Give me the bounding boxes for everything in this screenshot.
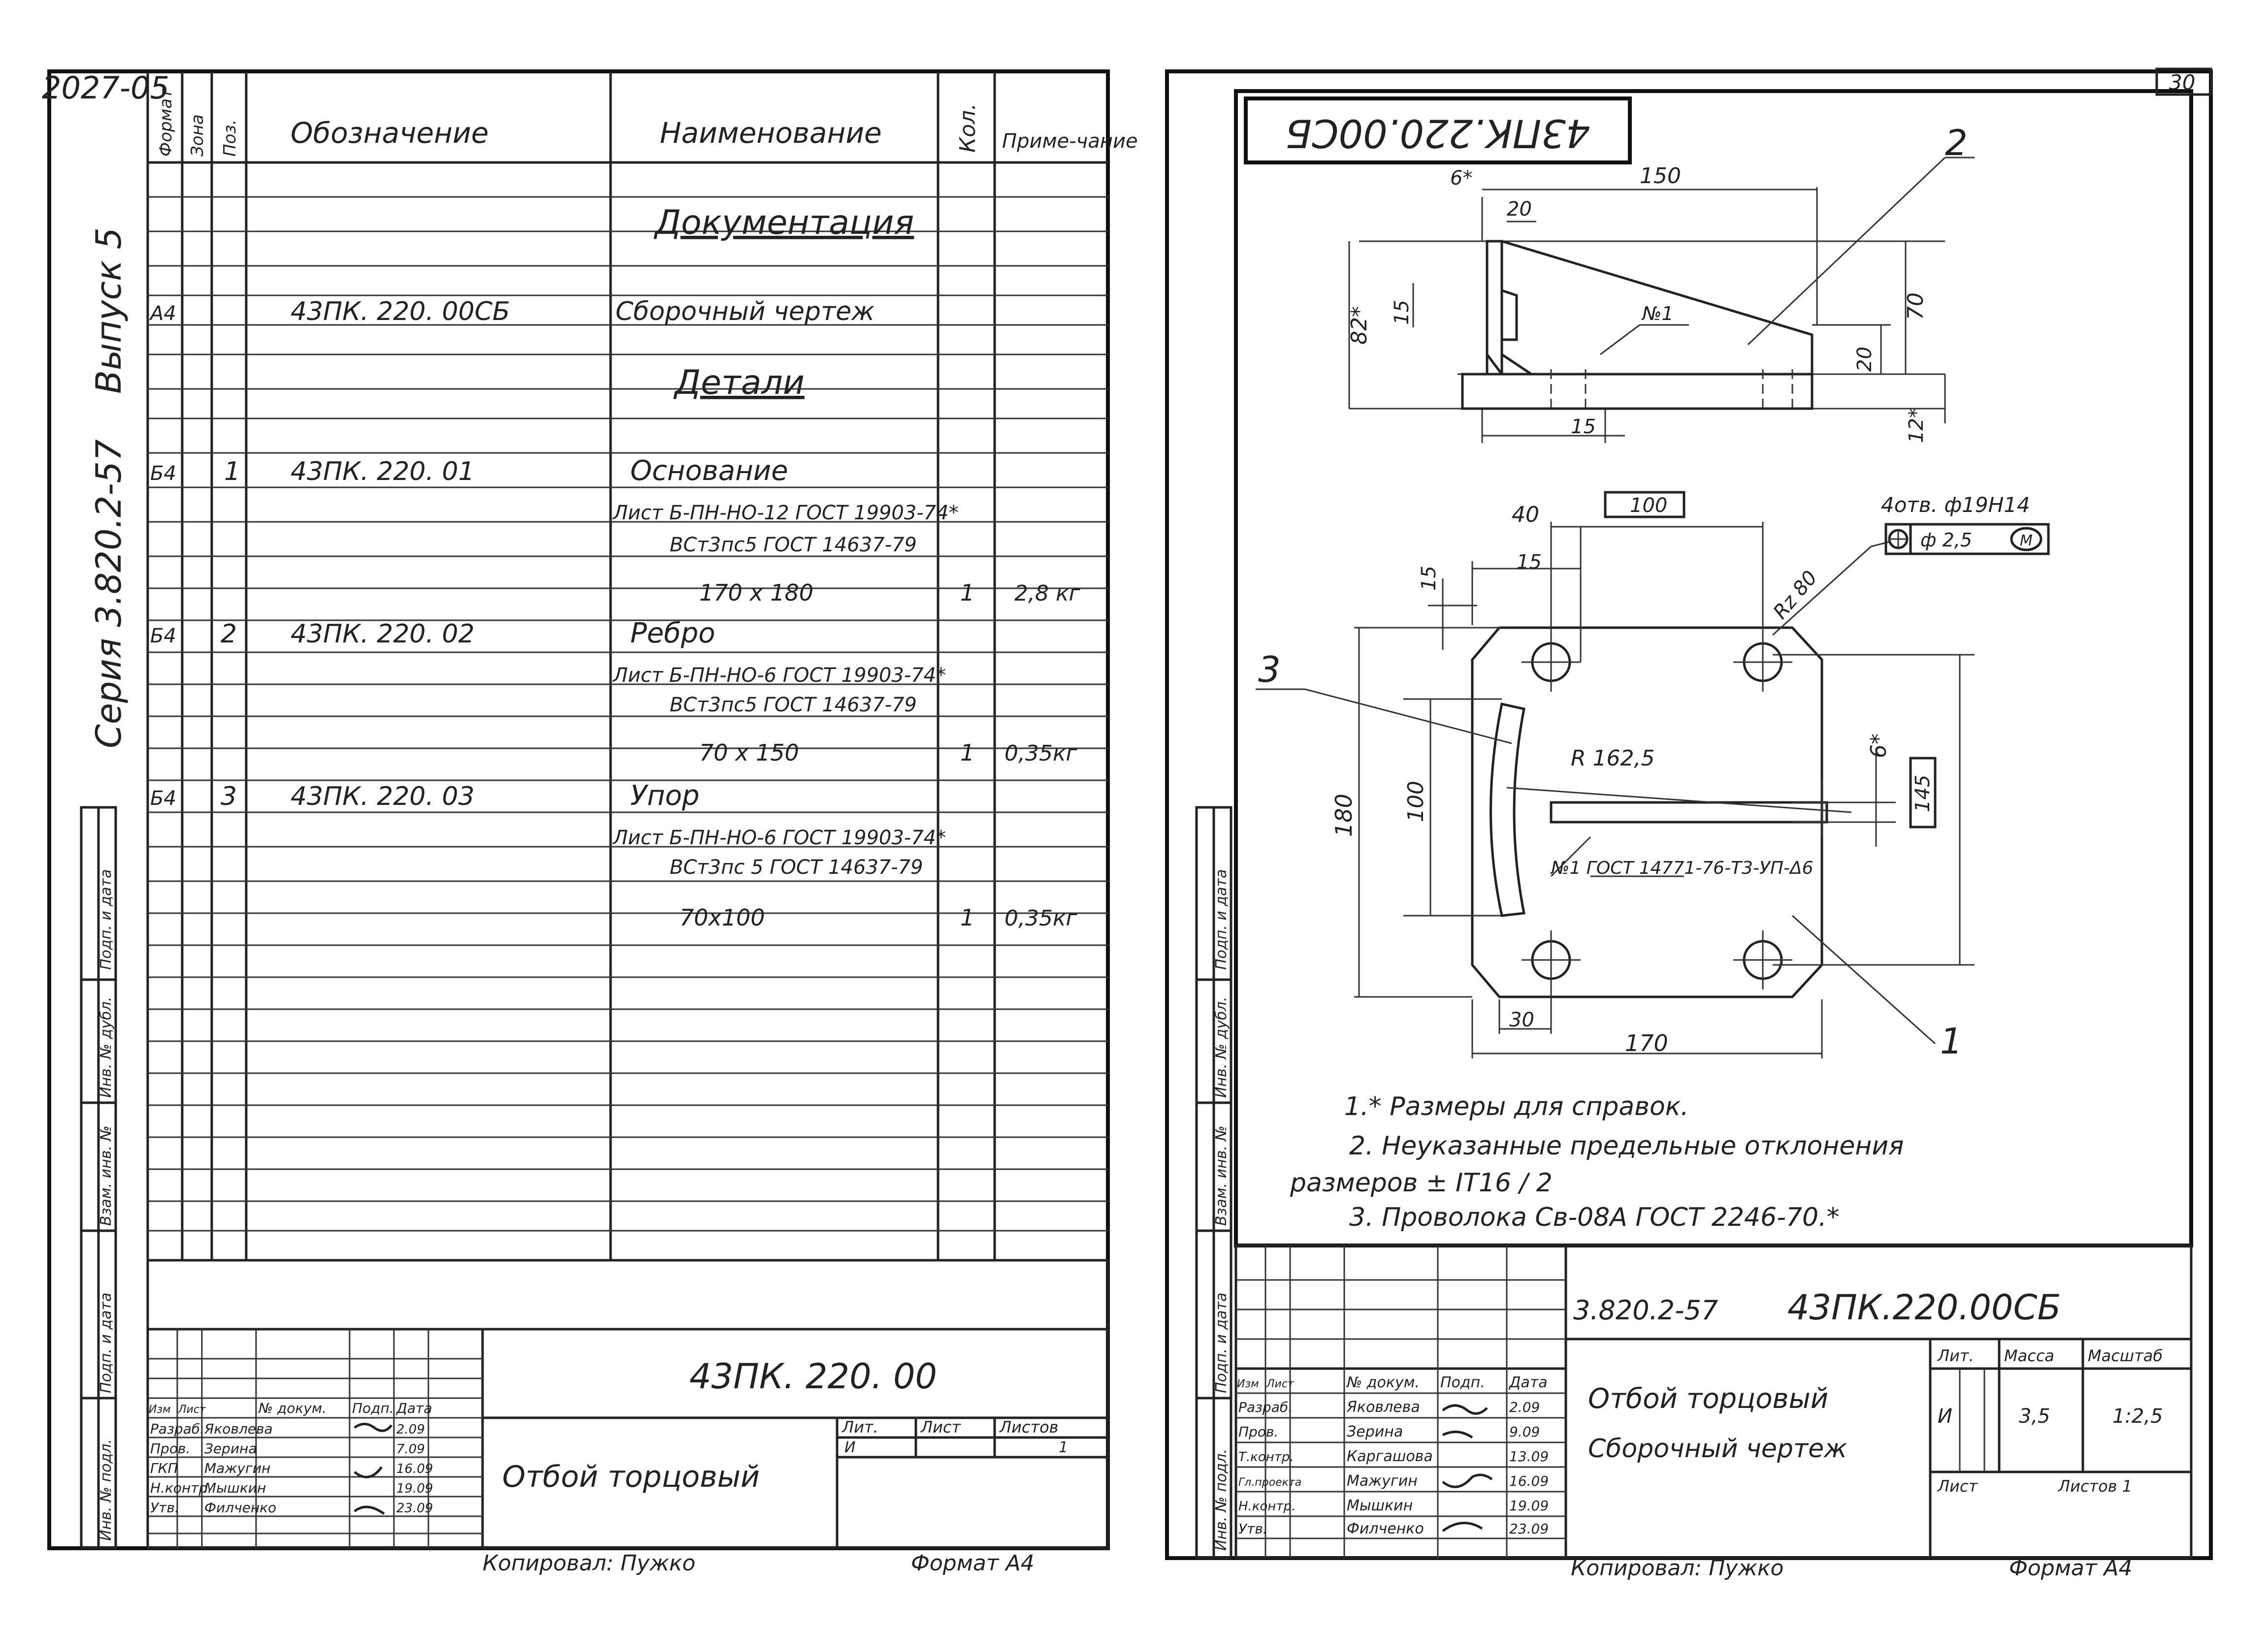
dim-20: 20 [1507, 198, 1532, 221]
sheet-number: 30 [2169, 70, 2196, 95]
row-qty: 1 [960, 579, 975, 606]
dim-15b: 15 [1517, 551, 1542, 574]
tb-role: Н.контр. [1238, 1499, 1296, 1514]
hdr-designation: Обозначение [291, 116, 489, 150]
tb-col-izm: Изм [149, 1404, 171, 1416]
section-documentation: Документация [655, 203, 914, 242]
row-material-grade: ВСт3пс5 ГОСТ 14637-79 [670, 694, 917, 716]
tb-listov-value: 1 [1059, 1439, 1069, 1456]
hdr-zona: Зона [188, 114, 207, 157]
rib-edge [1487, 241, 1502, 374]
stamp-vzam-inv: Взам. инв. № [1213, 1125, 1230, 1226]
tb-role: Т.контр. [1238, 1450, 1294, 1465]
tb-col-doc: № докум. [259, 1400, 327, 1416]
tb-title-2: Сборочный чертеж [1588, 1434, 1847, 1464]
row-designation: 43ПК. 220. 02 [291, 619, 475, 649]
tb-role: Пров. [150, 1440, 191, 1457]
stamp-inv-dubl: Инв. № дубл. [97, 996, 115, 1098]
tb-name: Зерина [204, 1440, 257, 1457]
stop-section [1502, 290, 1517, 340]
tb-name: Каргашова [1347, 1448, 1433, 1465]
tb-col-list: Лист [1266, 1378, 1294, 1390]
tb-date: 16.09 [396, 1462, 433, 1476]
tb-list-label: Лист [921, 1418, 961, 1436]
tb-col-data: Дата [1509, 1374, 1548, 1391]
row-size: 70 х 150 [699, 739, 799, 766]
tb-col-data: Дата [396, 1400, 432, 1416]
row-format: Б4 [150, 787, 176, 810]
dim-15: 15 [1391, 300, 1413, 325]
row-designation: 43ПК. 220. 03 [291, 782, 475, 811]
dim-180: 180 [1330, 794, 1357, 837]
row-note: 0,35кг [1004, 741, 1077, 766]
dim-20b: 20 [1853, 347, 1876, 372]
tb-date: 23.09 [1509, 1521, 1549, 1537]
row-note: 2,8 кг [1014, 581, 1080, 606]
tb-date: 19.09 [1509, 1498, 1549, 1514]
tb-col-doc: № докум. [1347, 1374, 1420, 1391]
dim-6: 6* [1450, 167, 1473, 190]
leader-1: 1 [1940, 1021, 1963, 1062]
note-2: 2. Неуказанные предельные отклонения [1349, 1131, 1904, 1161]
tb-copied: Копировал: Пужко [483, 1551, 696, 1576]
tb-role: Разраб. [150, 1421, 205, 1437]
tb-role: Пров. [1238, 1424, 1279, 1440]
tb-date: 9.09 [1509, 1424, 1540, 1440]
tb-listov-label: Листов [1000, 1418, 1059, 1436]
dim-145: 145 [1912, 774, 1934, 812]
weld-callout: №1 ГОСТ 14771-76-Т3-УП-Δ6 [1551, 858, 1814, 878]
dim-70: 70 [1903, 292, 1928, 320]
row-size: 70х100 [680, 904, 765, 931]
signatures [1443, 1405, 1492, 1531]
row-poz: 3 [221, 782, 237, 811]
tb-name: Мышкин [1347, 1497, 1413, 1514]
tb-role: Н.контр. [150, 1480, 212, 1496]
row-format: А4 [150, 302, 176, 325]
seria-label: Серия 3.820.2-57 [89, 439, 129, 748]
tb-col-podp: Подп. [1440, 1374, 1485, 1391]
row-poz: 2 [221, 619, 237, 649]
note-3: 3. Проволока Св-08А ГОСТ 2246-70.* [1349, 1203, 1840, 1232]
tb-name: Яковлева [1347, 1399, 1420, 1416]
tb-date: 23.09 [396, 1501, 433, 1516]
tb-mass-header: Масса [2004, 1346, 2055, 1365]
tb-format: Формат А4 [911, 1551, 1035, 1576]
tb-lit-header: Лит. [1938, 1346, 1974, 1365]
rib-plan [1551, 802, 1827, 822]
spec-frame [49, 71, 1108, 1548]
dim-15a: 15 [1418, 566, 1440, 591]
hdr-qty: Кол. [955, 103, 980, 153]
dim-rz80: Rz 80 [1769, 566, 1822, 624]
tb-col-podp: Подп. [352, 1400, 394, 1416]
tb-date: 19.09 [396, 1481, 433, 1496]
tb-date: 2.09 [1509, 1399, 1540, 1415]
base-plate [1462, 374, 1812, 409]
tb-format: Формат А4 [2009, 1556, 2133, 1581]
dim-170: 170 [1625, 1030, 1668, 1056]
tb-lit-label: Лит. [842, 1418, 878, 1436]
tb-title-1: Отбой торцовый [1588, 1383, 1829, 1415]
tb-lit-value: И [844, 1439, 856, 1456]
row-qty: 1 [960, 739, 975, 766]
tb-name: Яковлева [204, 1421, 273, 1437]
dim-r162: R 162,5 [1571, 746, 1655, 771]
drawing-frame [1167, 71, 2211, 1558]
tb-col-list: Лист [178, 1404, 206, 1416]
stamp-vzam-inv: Взам. инв. № [97, 1125, 115, 1226]
stop-arc [1491, 704, 1524, 916]
tb-col-izm: Изм [1237, 1378, 1259, 1390]
vypusk-label: Выпуск 5 [89, 227, 129, 394]
leader-3: 3 [1258, 649, 1281, 690]
dim-150: 150 [1640, 163, 1681, 189]
stamp-podp-data-2: Подп. и дата [1213, 1292, 1230, 1393]
holes-label: 4отв. ф19Н14 [1881, 493, 2030, 517]
tolerance-m: М [2020, 532, 2033, 549]
top-view [1349, 158, 1975, 443]
row-designation: 43ПК. 220. 01 [291, 457, 475, 486]
tb-role: Гл.проекта [1238, 1476, 1302, 1489]
tb-date: 13.09 [1509, 1448, 1549, 1465]
note-2b: размеров ± IT16 / 2 [1290, 1168, 1553, 1198]
tb-series: 3.820.2-57 [1573, 1295, 1718, 1326]
row-size: 170 х 180 [699, 579, 814, 606]
hdr-name: Наименование [660, 116, 882, 150]
tb-role: Утв. [1238, 1521, 1267, 1537]
tb-mass-value: 3,5 [2019, 1405, 2050, 1428]
dim-6-plan: 6* [1866, 734, 1891, 758]
spec-sheet [42, 70, 1138, 1576]
row-material: Лист Б-ПН-НО-12 ГОСТ 19903-74* [613, 502, 959, 524]
plan-dims [1256, 522, 1975, 1058]
tolerance-value: ф 2,5 [1920, 529, 1973, 551]
row-name: Упор [630, 780, 700, 812]
row-designation: 43ПК. 220. 00СБ [291, 297, 510, 326]
note-1: 1.* Размеры для справок. [1344, 1092, 1689, 1121]
row-poz: 1 [224, 457, 241, 486]
drawing-field [1236, 91, 2191, 1245]
row-name: Основание [630, 455, 788, 487]
tb-date: 7.09 [396, 1442, 425, 1457]
weld-n1: №1 [1642, 303, 1674, 324]
hdr-format: Формат [156, 89, 176, 157]
tb-name: Мажугин [204, 1460, 271, 1476]
tb-list-label: Лист [1938, 1477, 1978, 1496]
stamp-inv-dubl: Инв. № дубл. [1213, 996, 1230, 1098]
tb-name: Мажугин [1347, 1472, 1418, 1490]
tb-designation: 43ПК.220.00СБ [1787, 1287, 2061, 1328]
tb-designation: 43ПК. 220. 00 [689, 1356, 938, 1397]
row-qty: 1 [960, 904, 975, 931]
tb-date: 2.09 [396, 1422, 425, 1437]
tb-copied: Копировал: Пужко [1571, 1556, 1784, 1581]
hdr-note: Приме-чание [1002, 130, 1138, 153]
spec-row-lines [148, 197, 1108, 1231]
stamp-podp-data: Подп. и дата [97, 869, 115, 970]
row-note: 0,35кг [1004, 906, 1077, 931]
dim-82: 82* [1347, 306, 1372, 345]
stamp-inv-podl: Инв. № подл. [97, 1439, 115, 1541]
row-material-grade: ВСт3пс5 ГОСТ 14637-79 [670, 534, 917, 556]
hdr-poz: Поз. [220, 119, 240, 157]
row-format: Б4 [150, 625, 176, 647]
dim-12: 12* [1905, 408, 1928, 443]
tb-scale-header: Масштаб [2088, 1346, 2163, 1365]
tb-scale-value: 1:2,5 [2112, 1405, 2163, 1428]
row-name: Сборочный чертеж [616, 297, 875, 326]
row-material-grade: ВСт3пс 5 ГОСТ 14637-79 [670, 856, 923, 879]
section-details: Детали [675, 363, 805, 402]
stamp-podp-data: Подп. и дата [1213, 869, 1230, 970]
tb-role: Утв. [150, 1500, 179, 1516]
tb-name: Мышкин [204, 1480, 266, 1496]
drawing-sheet-right [1167, 69, 2211, 1581]
stamp-inv-podl: Инв. № подл. [1213, 1449, 1230, 1551]
dim-15b: 15 [1571, 415, 1596, 438]
tb-lit-value: И [1938, 1405, 1952, 1428]
tb-role: ГКП [150, 1460, 178, 1476]
tb-name: Зерина [1347, 1423, 1403, 1440]
leader-2: 2 [1945, 122, 1968, 163]
weld-mark [1487, 354, 1531, 374]
stamp-designation: 43ПК.220.00СБ [1285, 110, 1590, 155]
dim-30: 30 [1509, 1009, 1534, 1031]
tb-title: Отбой торцовый [502, 1460, 760, 1494]
row-name: Ребро [630, 617, 715, 649]
tb-role: Разраб. [1238, 1399, 1293, 1415]
dim-100v: 100 [1403, 781, 1428, 822]
row-format: Б4 [150, 462, 176, 485]
row-material: Лист Б-ПН-НО-6 ГОСТ 19903-74* [613, 827, 946, 849]
tb-date: 16.09 [1509, 1473, 1549, 1489]
dim-40: 40 [1512, 502, 1539, 527]
stamp-podp-data-2: Подп. и дата [97, 1292, 115, 1393]
row-material: Лист Б-ПН-НО-6 ГОСТ 19903-74* [613, 664, 946, 687]
tb-name: Филченко [1347, 1520, 1424, 1537]
tb-listov-label: Листов 1 [2058, 1477, 2133, 1496]
tb-name: Филченко [204, 1500, 277, 1516]
corner-number: 2027-05 [42, 70, 170, 106]
dim-100: 100 [1630, 494, 1668, 517]
